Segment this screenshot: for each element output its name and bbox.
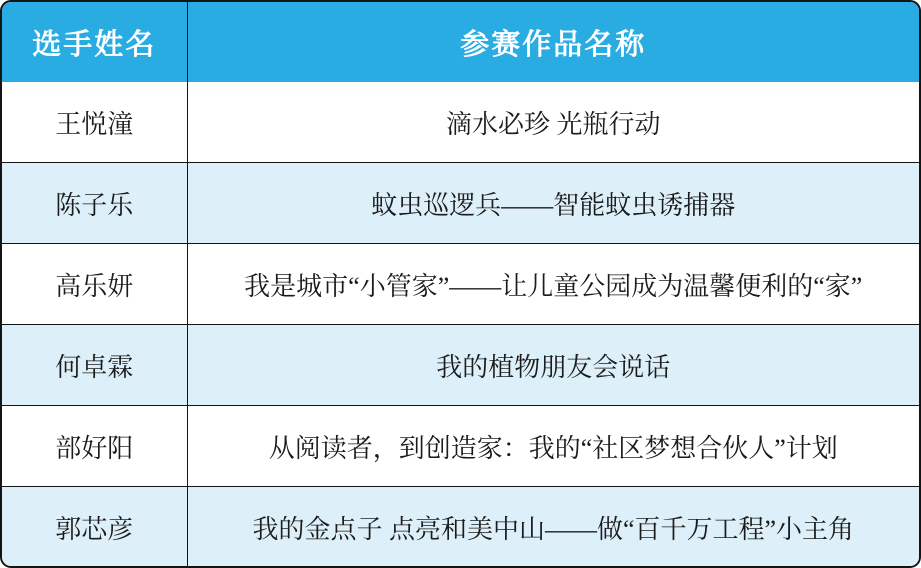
entry-title-cell: 我是城市“小管家”——让儿童公园成为温馨便利的“家” [187,244,919,325]
contestant-name-cell: 郭芯彦 [2,487,187,568]
table-row [2,406,919,487]
contestant-name-cell: 何卓霖 [2,325,187,406]
entry-title-cell: 我的植物朋友会说话 [187,325,919,406]
contestant-name-cell: 王悦潼 [2,82,187,163]
entry-title-cell: 我的金点子 点亮和美中山——做“百千万工程”小主角 [187,487,919,568]
header-row [2,2,919,82]
entry-title-cell: 滴水必珍 光瓶行动 [187,82,919,163]
contestant-name-cell: 陈子乐 [2,163,187,244]
header-cell-contestant-name: 选手姓名 [2,2,187,82]
table-row [2,163,919,244]
table-row [2,325,919,406]
table-row [2,244,919,325]
table-row [2,82,919,163]
entry-title-cell: 蚊虫巡逻兵——智能蚊虫诱捕器 [187,163,919,244]
header-cell-entry-title: 参赛作品名称 [187,2,919,82]
contestant-name-cell: 部好阳 [2,406,187,487]
contest-entries-table [2,2,919,567]
table-row [2,487,919,568]
contestant-name-cell: 高乐妍 [2,244,187,325]
entry-title-cell: 从阅读者，到创造家：我的“社区梦想合伙人”计划 [187,406,919,487]
